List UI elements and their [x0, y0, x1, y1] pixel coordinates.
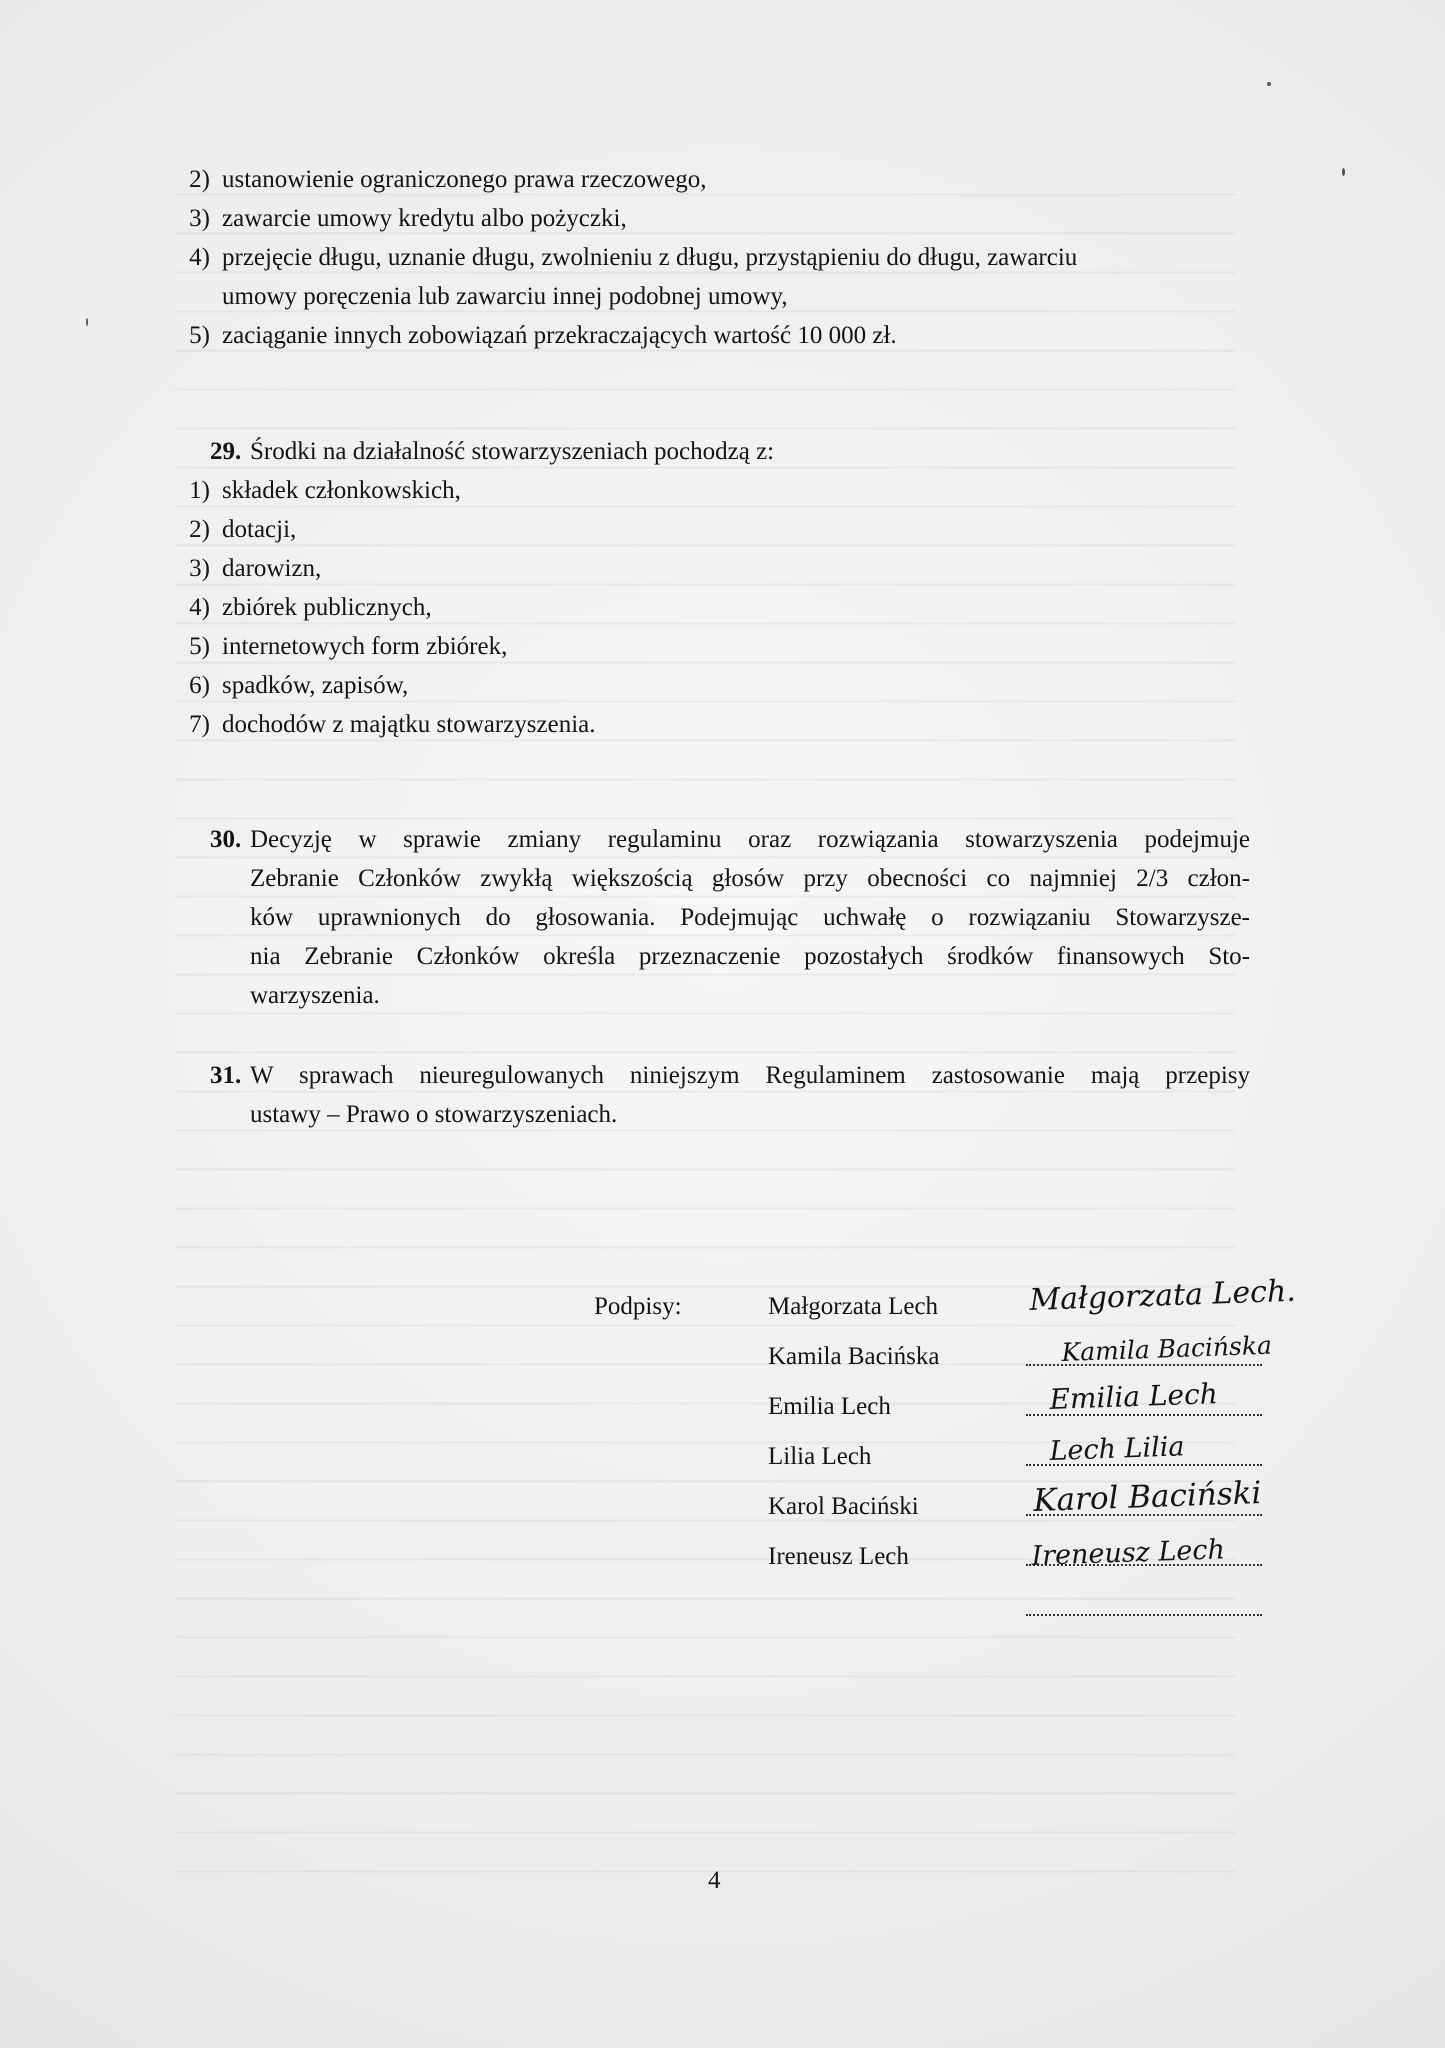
signatory-name: Kamila Bacińska: [768, 1343, 940, 1370]
section-31: [176, 1056, 1276, 1146]
list-number: 6): [189, 672, 210, 699]
list-number: 4): [189, 244, 210, 271]
section-number: 30.: [210, 826, 242, 853]
handwritten-signature: Lech Lilia: [1048, 1431, 1185, 1467]
signatory-name: Lilia Lech: [768, 1443, 872, 1470]
list-text: przejęcie długu, uznanie długu, zwolnieniu z długu, przystąpieniu do długu, zawarciu: [222, 244, 1078, 271]
paragraph-line: nia Zebranie Członków określa przeznaczenie pozostałych środków finansowych Sto-: [250, 943, 1250, 970]
handwritten-signature: Małgorzata Lech.: [1028, 1273, 1297, 1318]
list-number: 2): [189, 516, 210, 543]
handwritten-signature: Kamila Bacińska: [1061, 1330, 1273, 1367]
list-text: darowizn,: [222, 555, 322, 582]
section-number: 29.: [210, 438, 242, 465]
list-text: dochodów z majątku stowarzyszenia.: [222, 711, 596, 738]
page-number: 4: [708, 1867, 721, 1894]
list-text: ustanowienie ograniczonego prawa rzeczowego,: [222, 166, 707, 193]
list-text: dotacji,: [222, 516, 297, 543]
list-text: spadków, zapisów,: [222, 672, 409, 699]
signatory-name: Małgorzata Lech: [768, 1293, 939, 1320]
paragraph-line: ków uprawnionych do głosowania. Podejmując uchwałę o rozwiązaniu Stowarzysze-: [250, 904, 1250, 931]
list-number: 3): [189, 205, 210, 232]
paragraph-line: W sprawach nieuregulowanych niniejszym Regulaminem zastosowanie mają przepisy: [250, 1062, 1250, 1089]
section-number: 31.: [210, 1062, 242, 1089]
list-number: 7): [189, 711, 210, 738]
handwritten-signature: Emilia Lech: [1048, 1377, 1219, 1416]
list-number: 3): [189, 555, 210, 582]
list-text: zawarcie umowy kredytu albo pożyczki,: [222, 205, 627, 232]
section-heading: Środki na działalność stowarzyszeniach pochodzą z:: [250, 438, 775, 465]
handwritten-signature: Ireneusz Lech: [1030, 1534, 1226, 1572]
paragraph-line: Decyzję w sprawie zmiany regulaminu oraz rozwiązania stowarzyszenia podejmuje: [250, 826, 1250, 853]
scan-speck: [86, 318, 88, 326]
handwritten-signature: Karol Baciński: [1032, 1475, 1262, 1519]
signatures-label: Podpisy:: [594, 1293, 682, 1320]
list-text: składek członkowskich,: [222, 477, 461, 504]
signatory-name: Karol Baciński: [768, 1493, 919, 1520]
list-number: 5): [189, 322, 210, 349]
list-text: umowy poręczenia lub zawarciu innej podobnej umowy,: [222, 283, 788, 310]
scan-speck: [1342, 168, 1345, 176]
signatory-name: Ireneusz Lech: [768, 1543, 909, 1570]
signature-line: [1026, 1613, 1262, 1616]
signatory-name: Emilia Lech: [768, 1393, 891, 1420]
list-text: internetowych form zbiórek,: [222, 633, 508, 660]
section-29: [176, 432, 1276, 752]
scan-speck: [1267, 82, 1271, 86]
show-through-text: [175, 160, 1235, 1880]
paragraph-line: warzyszenia.: [250, 982, 380, 1009]
list-number: 1): [189, 477, 210, 504]
list-number: 4): [189, 594, 210, 621]
section-30: [176, 820, 1276, 1020]
list-text: zaciąganie innych zobowiązań przekraczających wartość 10 000 zł.: [222, 322, 897, 349]
list-number: 2): [189, 166, 210, 193]
paragraph-line: Zebranie Członków zwykłą większością głosów przy obecności co najmniej 2/3 człon-: [250, 865, 1250, 892]
list-number: 5): [189, 633, 210, 660]
list-text: zbiórek publicznych,: [222, 594, 432, 621]
paragraph-line: ustawy – Prawo o stowarzyszeniach.: [250, 1101, 618, 1128]
